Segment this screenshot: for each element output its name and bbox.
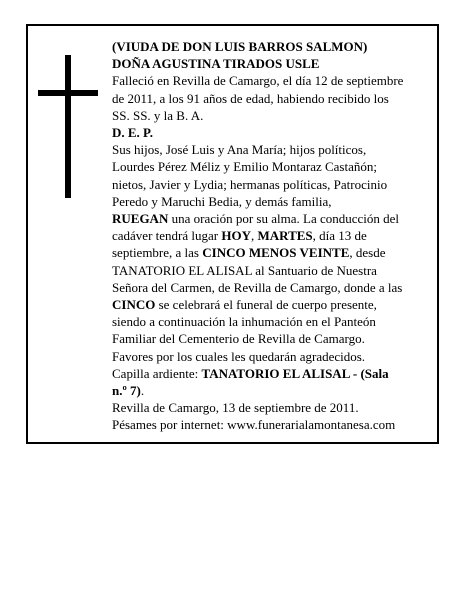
bold-text: TANATORIO EL ALISAL - (Sala xyxy=(201,365,389,381)
text-segment: se celebrará el funeral de cuerpo presente, xyxy=(155,297,377,313)
cross-icon xyxy=(38,55,98,198)
text-segment: , desde xyxy=(349,245,386,261)
text-line xyxy=(112,330,432,347)
text-line xyxy=(112,141,432,158)
text-segment: , xyxy=(250,228,258,244)
text-line xyxy=(112,262,432,279)
text-segment: Falleció en Revilla de Camargo, el día 12 de septiembre xyxy=(112,73,404,89)
text-line xyxy=(112,193,432,210)
obituary-text xyxy=(112,38,432,434)
text-segment: cadáver tendrá lugar xyxy=(112,228,222,244)
text-line xyxy=(112,227,432,244)
text-segment: TANATORIO EL ALISAL al Santuario de Nuestra xyxy=(112,262,377,278)
text-segment: Señora del Carmen, de Revilla de Camargo, donde a las xyxy=(112,279,403,295)
text-line xyxy=(112,176,432,193)
bold-text: (VIUDA DE DON LUIS BARROS SALMON) xyxy=(112,39,368,54)
text-line xyxy=(112,296,432,313)
bold-text: HOY xyxy=(221,228,251,244)
text-segment: , día 13 de xyxy=(312,228,367,244)
text-line xyxy=(112,382,432,399)
text-line xyxy=(112,399,432,416)
bold-text: CINCO MENOS VEINTE xyxy=(202,245,350,261)
text-segment: Favores por los cuales les quedarán agradecidos. xyxy=(112,348,366,364)
bold-text: DOÑA AGUSTINA TIRADOS USLE xyxy=(112,56,320,72)
text-line xyxy=(112,279,432,296)
bold-text: D. E. P. xyxy=(112,125,154,141)
text-segment: Peredo y Maruchi Bedia, y demás familia, xyxy=(112,193,332,209)
text-segment: una oración por su alma. La conducción del xyxy=(168,211,400,227)
text-line xyxy=(112,72,432,89)
text-segment: de 2011, a los 91 años de edad, habiendo recibido los xyxy=(112,90,389,106)
text-segment: siendo a continuación la inhumación en el Panteón xyxy=(112,314,376,330)
text-line xyxy=(112,107,432,124)
text-segment: Revilla de Camargo, 13 de septiembre de 2011. xyxy=(112,400,359,416)
text-line xyxy=(112,124,432,141)
bold-text: MARTES xyxy=(257,228,313,244)
text-line xyxy=(112,313,432,330)
text-line xyxy=(112,244,432,261)
cross-vertical-bar xyxy=(65,55,71,198)
text-line xyxy=(112,158,432,175)
text-line xyxy=(112,348,432,365)
text-segment: nietos, Javier y Lydia; hermanas políticas, Patrocinio xyxy=(112,176,388,192)
text-line xyxy=(112,210,432,227)
text-line xyxy=(112,365,432,382)
text-line xyxy=(112,416,432,433)
bold-text: RUEGAN xyxy=(112,211,169,227)
text-segment: SS. SS. y la B. A. xyxy=(112,107,204,123)
cross-horizontal-bar xyxy=(38,90,98,96)
text-segment: . xyxy=(140,383,145,399)
text-segment: septiembre, a las xyxy=(112,245,203,261)
text-segment: Capilla ardiente: xyxy=(112,365,202,381)
text-line xyxy=(112,38,432,55)
bold-text: n.º 7) xyxy=(112,383,141,399)
text-segment: Lourdes Pérez Méliz y Emilio Montaraz Castañón; xyxy=(112,159,377,175)
text-line xyxy=(112,90,432,107)
text-segment: Familiar del Cementerio de Revilla de Camargo. xyxy=(112,331,365,347)
text-line xyxy=(112,55,432,72)
text-segment: Pésames por internet: www.funerarialamontanesa.com xyxy=(112,417,396,433)
text-segment: Sus hijos, José Luis y Ana María; hijos políticos, xyxy=(112,142,367,158)
bold-text: CINCO xyxy=(112,297,156,313)
